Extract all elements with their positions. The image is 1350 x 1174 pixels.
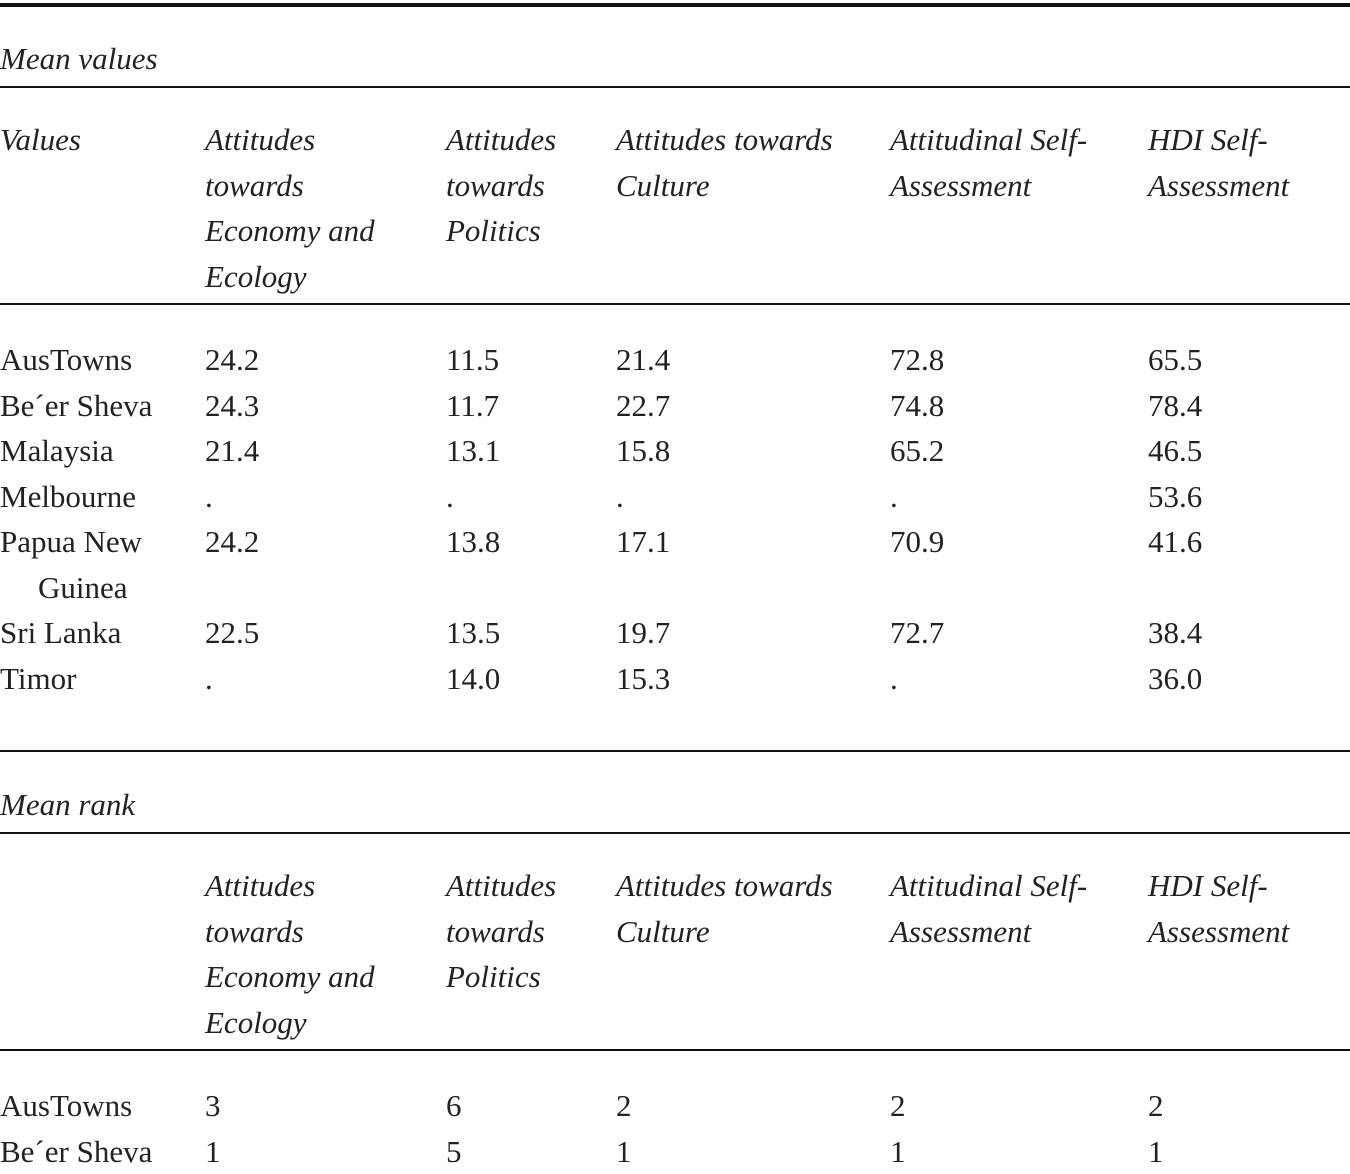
table-cell: 72.7 <box>890 610 944 656</box>
table-cell: 21.4 <box>616 337 670 383</box>
top-rule <box>0 3 1350 7</box>
row-label: Malaysia <box>0 428 114 474</box>
table-cell: 11.5 <box>446 337 499 383</box>
column-header: Attitudes towards <box>616 863 833 909</box>
row-label: Melbourne <box>0 474 136 520</box>
table-cell: . <box>205 656 213 702</box>
column-header: towards <box>446 909 545 955</box>
table-cell: 22.7 <box>616 383 670 429</box>
column-header: Attitudes <box>446 117 556 163</box>
table-cell: 24.3 <box>205 383 259 429</box>
header-bottom-rule <box>0 1049 1350 1051</box>
header-top-rule <box>0 832 1350 834</box>
table-cell: 36.0 <box>1148 656 1202 702</box>
column-header: towards <box>446 163 545 209</box>
table-cell: 21.4 <box>205 428 259 474</box>
column-header: towards <box>205 909 304 955</box>
table-cell: 13.5 <box>446 610 500 656</box>
column-header: Culture <box>616 163 710 209</box>
column-header: Ecology <box>205 254 307 300</box>
table-cell: 6 <box>446 1083 462 1129</box>
table-cell: 41.6 <box>1148 519 1202 565</box>
table-cell: 1 <box>1148 1129 1164 1174</box>
table-cell: 3 <box>205 1083 221 1129</box>
column-header: Attitudinal Self- <box>890 863 1087 909</box>
column-header: Attitudinal Self- <box>890 117 1087 163</box>
table-cell: 65.2 <box>890 428 944 474</box>
row-label: Sri Lanka <box>0 610 121 656</box>
table-cell: 1 <box>616 1129 632 1174</box>
table-cell: 15.3 <box>616 656 670 702</box>
table-cell: . <box>616 474 624 520</box>
row-label: Be´er Sheva <box>0 383 152 429</box>
column-header: Attitudes <box>205 863 315 909</box>
table-cell: 1 <box>205 1129 221 1174</box>
table-cell: 2 <box>890 1083 906 1129</box>
column-header: Assessment <box>890 163 1031 209</box>
column-header: Assessment <box>1148 163 1289 209</box>
header-bottom-rule <box>0 303 1350 305</box>
table-cell: 15.8 <box>616 428 670 474</box>
column-header: Attitudes towards <box>616 117 833 163</box>
table-cell: 11.7 <box>446 383 499 429</box>
column-header: Politics <box>446 954 541 1000</box>
table-cell: 17.1 <box>616 519 670 565</box>
table-cell: 19.7 <box>616 610 670 656</box>
column-header: HDI Self- <box>1148 863 1268 909</box>
table-cell: 5 <box>446 1129 462 1174</box>
table-cell: 1 <box>890 1129 906 1174</box>
column-header: Economy and <box>205 954 375 1000</box>
table-cell: . <box>205 474 213 520</box>
column-header: Politics <box>446 208 541 254</box>
row-label: AusTowns <box>0 1083 132 1129</box>
table-cell: 70.9 <box>890 519 944 565</box>
column-header: Assessment <box>1148 909 1289 955</box>
table-cell: 13.1 <box>446 428 500 474</box>
table-cell: 65.5 <box>1148 337 1202 383</box>
column-header: Ecology <box>205 1000 307 1046</box>
table-cell: 2 <box>1148 1083 1164 1129</box>
table-cell: 24.2 <box>205 519 259 565</box>
section-divider <box>0 750 1350 752</box>
table-cell: 46.5 <box>1148 428 1202 474</box>
table-cell: 14.0 <box>446 656 500 702</box>
table-cell: 53.6 <box>1148 474 1202 520</box>
row-label: Guinea <box>38 565 128 611</box>
header-top-rule <box>0 86 1350 88</box>
table-cell: . <box>446 474 454 520</box>
section-title: Mean values <box>0 36 158 82</box>
table-cell: 22.5 <box>205 610 259 656</box>
table-cell: 72.8 <box>890 337 944 383</box>
corner-label: Values <box>0 117 81 163</box>
column-header: Attitudes <box>446 863 556 909</box>
column-header: towards <box>205 163 304 209</box>
row-label: AusTowns <box>0 337 132 383</box>
table-cell: 38.4 <box>1148 610 1202 656</box>
row-label: Be´er Sheva <box>0 1129 152 1174</box>
table-cell: 13.8 <box>446 519 500 565</box>
table-cell: 2 <box>616 1083 632 1129</box>
column-header: Culture <box>616 909 710 955</box>
column-header: Economy and <box>205 208 375 254</box>
column-header: HDI Self- <box>1148 117 1268 163</box>
table-cell: . <box>890 474 898 520</box>
table-cell: . <box>890 656 898 702</box>
table-cell: 74.8 <box>890 383 944 429</box>
column-header: Attitudes <box>205 117 315 163</box>
row-label: Papua New <box>0 519 142 565</box>
section-title: Mean rank <box>0 782 135 828</box>
column-header: Assessment <box>890 909 1031 955</box>
table-cell: 78.4 <box>1148 383 1202 429</box>
table-cell: 24.2 <box>205 337 259 383</box>
row-label: Timor <box>0 656 76 702</box>
